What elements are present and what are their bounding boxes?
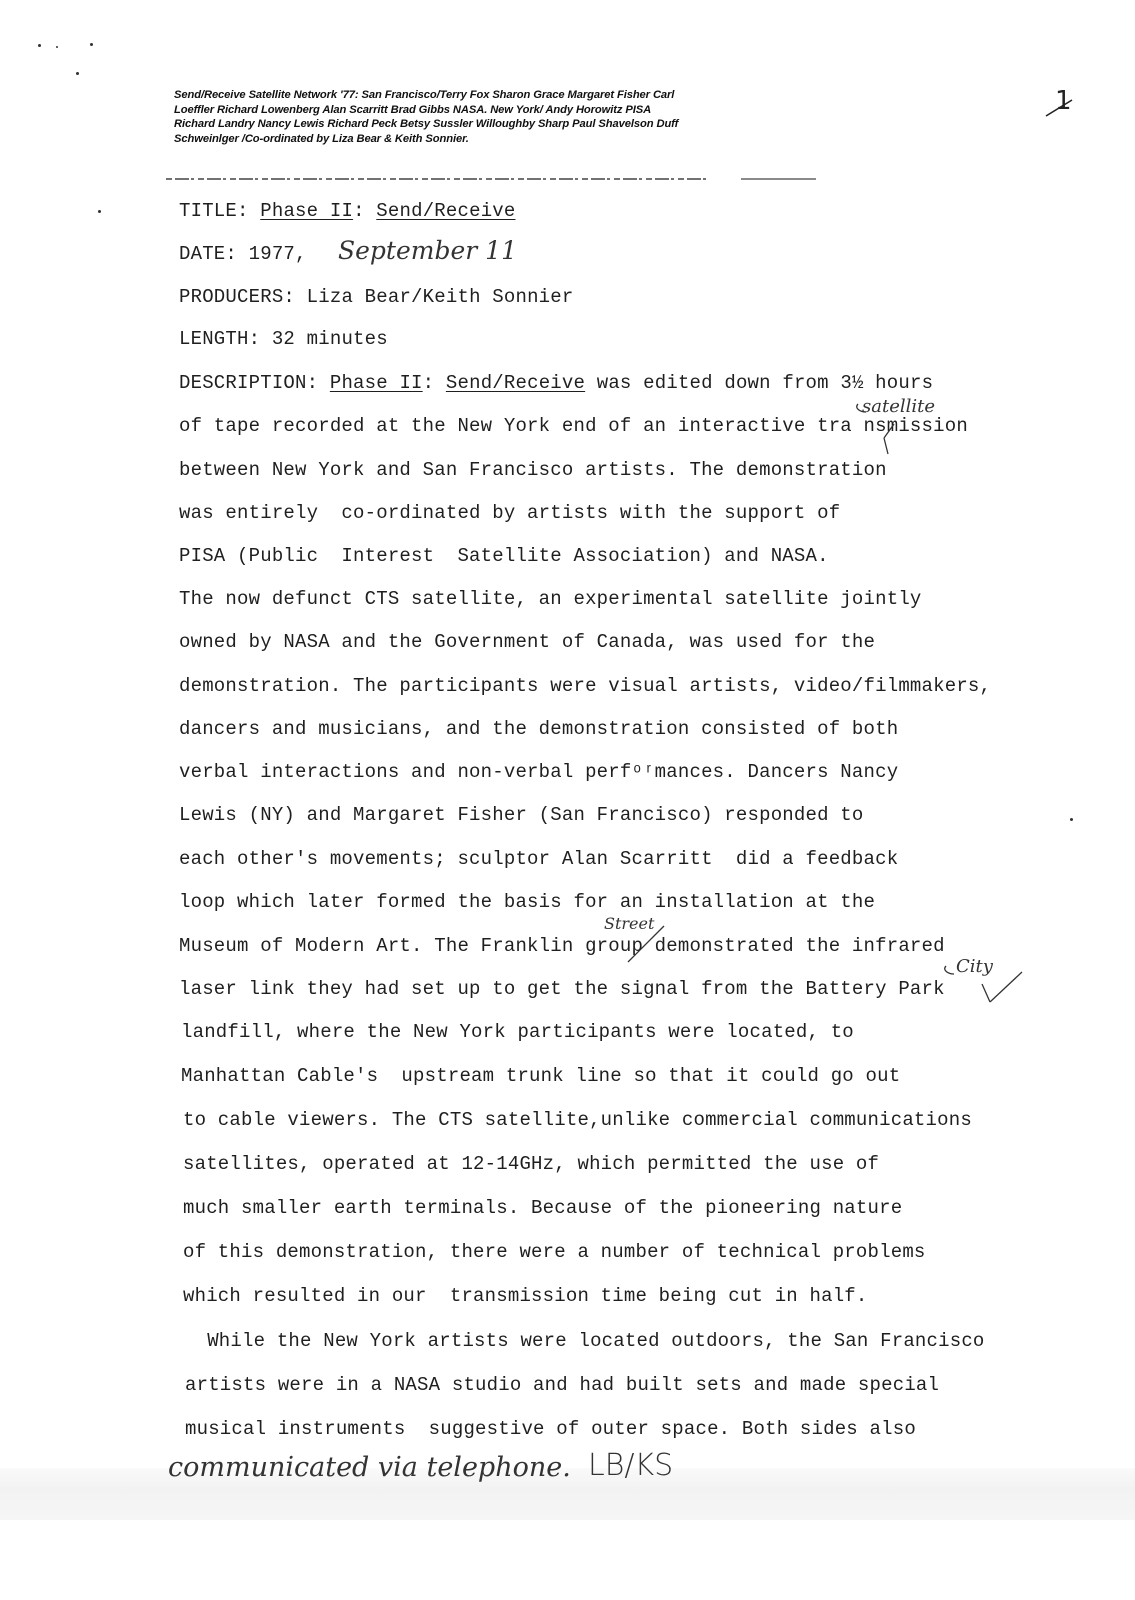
credits-line: Richard Landry Nancy Lewis Richard Peck Betsy Sussler Willoughby Sharp Paul Shavelson Duff	[174, 118, 679, 130]
body-line: of this demonstration, there were a number of technical problems	[183, 1241, 926, 1263]
body-line: PISA (Public Interest Satellite Association) and NASA.	[179, 545, 829, 567]
credits-block	[174, 88, 854, 146]
insertion-satellite: satellite	[862, 396, 936, 417]
scan-speck	[98, 210, 101, 213]
body-line: owned by NASA and the Government of Canada, was used for the	[179, 631, 876, 653]
credits-line: Send/Receive Satellite Network '77: San Francisco/Terry Fox Sharon Grace Margaret Fisher Carl	[174, 89, 675, 101]
dashed-rule	[166, 177, 856, 181]
length-value: 32 minutes	[271, 328, 388, 350]
body-line: of tape recorded at the New York end of an interactive tra nsmission	[179, 415, 968, 437]
description-title-1: Phase II	[329, 372, 423, 394]
title-label: TITLE:	[179, 200, 249, 222]
length-line	[179, 328, 388, 350]
caret-mark	[936, 958, 1046, 1008]
body-line: each other's movements; sculptor Alan Scarritt did a feedback	[179, 848, 899, 870]
title-line	[179, 200, 516, 222]
producers-line	[179, 286, 573, 308]
date-label: DATE:	[179, 243, 238, 265]
body-line: was entirely co-ordinated by artists with the support of	[179, 502, 841, 524]
title-part-2: Send/Receive	[376, 200, 516, 222]
length-label: LENGTH:	[179, 328, 261, 350]
scan-speck	[38, 44, 41, 47]
date-handwritten: September 11	[338, 236, 517, 265]
title-part-1: Phase II	[260, 200, 354, 222]
insertion-street: Street	[604, 914, 655, 933]
body-line: much smaller earth terminals. Because of the pioneering nature	[183, 1197, 903, 1219]
description-title-2: Send/Receive	[445, 372, 586, 394]
body-line: demonstration. The participants were visual artists, video/filmmakers,	[179, 675, 992, 697]
body-line: laser link they had set up to get the signal from the Battery Park	[179, 978, 945, 1000]
scan-speck	[1070, 818, 1073, 821]
handwritten-initials: LB/KS	[588, 1448, 674, 1483]
body-line: between New York and San Francisco artists. The demonstration	[179, 459, 887, 481]
body-line: dancers and musicians, and the demonstration consisted of both	[179, 718, 899, 740]
producers-value: Liza Bear/Keith Sonnier	[306, 286, 574, 308]
body-line: While the New York artists were located outdoors, the San Francisco	[184, 1330, 985, 1352]
insertion-city: City	[956, 956, 993, 977]
body-line: to cable viewers. The CTS satellite,unlike commercial communications	[183, 1109, 972, 1131]
caret-mark	[620, 920, 680, 970]
handwritten-footer-line: communicated via telephone.	[168, 1452, 571, 1483]
title-colon: :	[353, 200, 365, 222]
body-line: Manhattan Cable's upstream trunk line so that it could go out	[181, 1065, 901, 1087]
description-line: DESCRIPTION: Phase II: Send/Receive was edited down from 3½ hours	[179, 372, 934, 394]
body-line: landfill, where the New York participants were located, to	[181, 1021, 854, 1043]
body-line: Lewis (NY) and Margaret Fisher (San Francisco) responded to	[179, 804, 864, 826]
body-line: The now defunct CTS satellite, an experimental satellite jointly	[179, 588, 922, 610]
description-label: DESCRIPTION:	[179, 372, 319, 394]
body-line: which resulted in our transmission time being cut in half.	[183, 1285, 868, 1307]
body-line: Museum of Modern Art. The Franklin group demonstrated the infrared	[179, 935, 945, 957]
scan-speck	[76, 72, 79, 75]
scan-speck	[90, 43, 93, 46]
date-typed: 1977,	[248, 243, 307, 265]
caret-mark	[850, 398, 1030, 458]
credits-line: Loeffler Richard Lowenberg Alan Scarritt Brad Gibbs NASA. New York/ Andy Horowitz PISA	[174, 103, 652, 116]
body-line: satellites, operated at 12-14GHz, which permitted the use of	[183, 1153, 880, 1175]
body-line: loop which later formed the basis for an installation at the	[179, 891, 876, 913]
scan-speck	[56, 46, 58, 48]
page-number-slash	[1044, 94, 1076, 118]
credits-line: Schweinlger /Co-ordinated by Liza Bear & Keith Sonnier.	[174, 132, 469, 145]
body-line: artists were in a NASA studio and had built sets and made special	[185, 1374, 940, 1396]
body-line: musical instruments suggestive of outer space. Both sides also	[185, 1418, 916, 1440]
producers-label: PRODUCERS:	[179, 286, 296, 308]
body-line: verbal interactions and non-verbal perfᵒʳmances. Dancers Nancy	[179, 761, 899, 783]
date-line	[179, 243, 307, 265]
description-text: was edited down from 3½ hours	[585, 372, 934, 394]
page-number: 1	[1055, 86, 1072, 116]
